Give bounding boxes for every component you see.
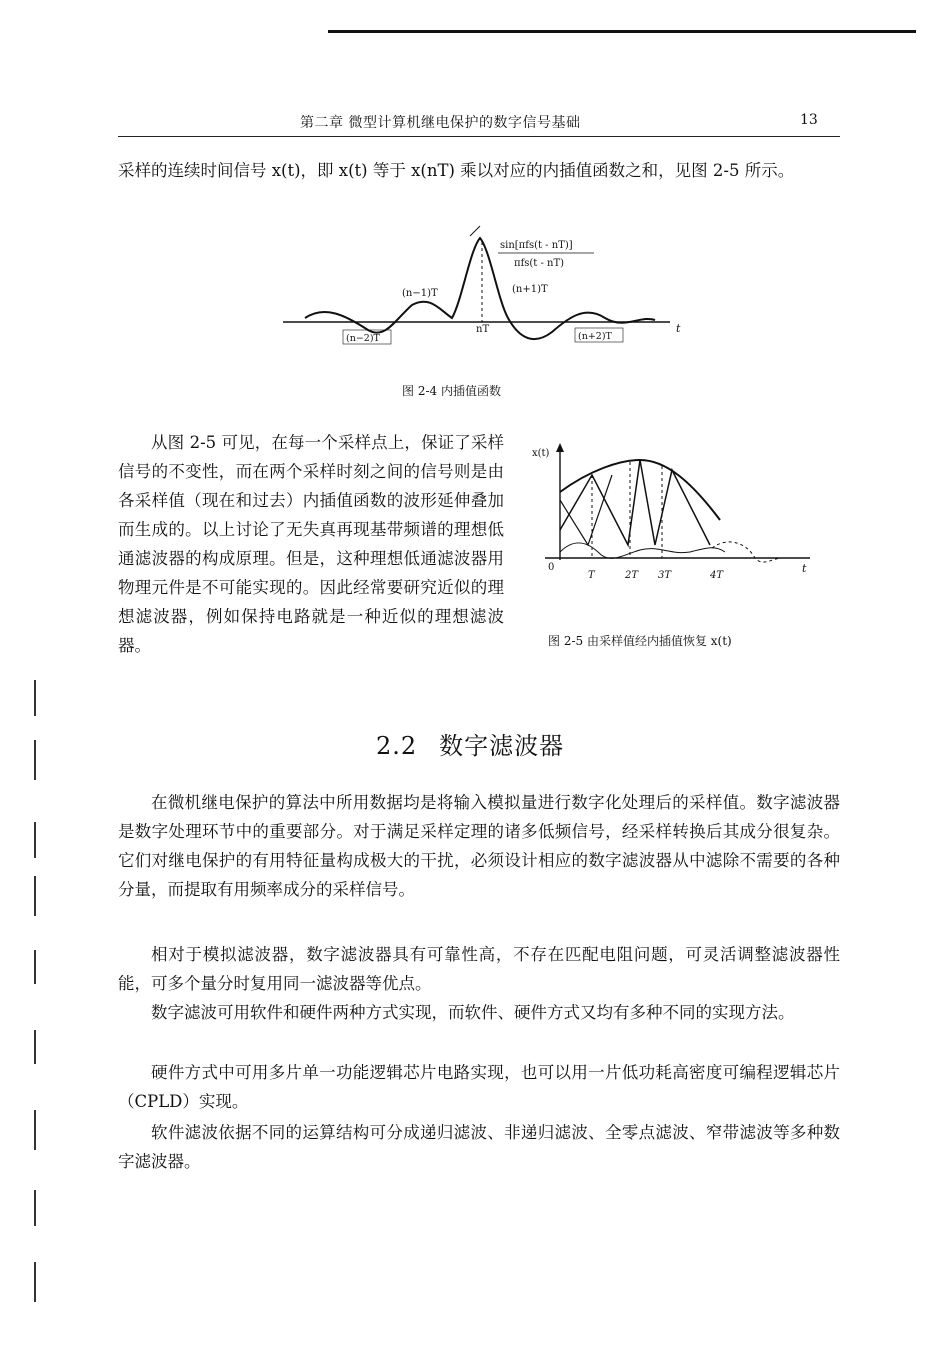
section-heading	[376, 726, 564, 761]
figure-2-4-caption: 图 2-4 内插值函数	[402, 384, 501, 398]
running-head: 第二章 微型计算机继电保护的数字信号基础	[300, 115, 581, 131]
fig24-label-n-minus-1: (n−1)T	[402, 288, 438, 299]
section-number: 2.2	[376, 732, 418, 760]
intro-paragraph: 采样的连续时间信号 x(t)，即 x(t) 等于 x(nT) 乘以对应的内插值函数之和，见图 2-5 所示。	[118, 161, 795, 180]
fig25-tick-3T: 3T	[658, 570, 672, 581]
paragraph-5: 软件滤波依据不同的运算结构可分成递归滤波、非递归滤波、全零点滤波、窄带滤波等多种数字滤波器。	[118, 1123, 840, 1171]
margin-bar	[34, 822, 36, 858]
page-number: 13	[800, 112, 818, 128]
paragraph-3: 数字滤波可用软件和硬件两种方式实现，而软件、硬件方式又均有多种不同的实现方法。	[151, 1003, 795, 1022]
fig25-tick-2T: 2T	[625, 570, 639, 581]
fig24-label-n-minus-2: (n−2)T	[346, 333, 380, 344]
section-title: 数字滤波器	[439, 732, 565, 760]
fig25-origin: 0	[548, 562, 555, 573]
fig24-t-label: t	[676, 322, 681, 335]
fig25-y-label: x(t)	[532, 448, 550, 459]
margin-bar	[34, 1030, 36, 1064]
fig25-tick-4T: 4T	[710, 570, 724, 581]
margin-bar	[34, 680, 36, 716]
fig24-label-n-plus-2: (n+2)T	[578, 331, 612, 342]
margin-bar	[34, 1190, 36, 1226]
fig24-label-n: nT	[476, 324, 490, 335]
paragraph-1: 在微机继电保护的算法中所用数据均是将输入模拟量进行数字化处理后的采样值。数字滤波器是数字处理环节中的重要部分。对于满足采样定理的诸多低频信号，经采样转换后其成分很复杂。它们对继电保护的有用特征量构成极大的干扰，必须设计相应的数字滤波器从中滤除不需要的各种分量，而提取有用频率成分的采样信号。	[118, 793, 840, 899]
fig25-paragraph: 从图 2-5 可见，在每一个采样点上，保证了采样信号的不变性，而在两个采样时刻之间的信号则是由各采样值（现在和过去）内插值函数的波形延伸叠加而生成的。以上讨论了无失真再现基带频谱的理想低通滤波器的构成原理。但是，这种理想低通滤波器用物理元件是不可能实现的。因此经常要研究近似的理想滤波器，例如保持电路就是一种近似的理想滤波器。	[118, 433, 504, 655]
paragraph-4: 硬件方式中可用多片单一功能逻辑芯片电路实现，也可以用一片低功耗高密度可编程逻辑芯片（CPLD）实现。	[118, 1063, 840, 1111]
fig25-tick-T: T	[588, 570, 595, 581]
figure-2-5-caption: 图 2-5 由采样值经内插值恢复 x(t)	[548, 634, 732, 648]
fig24-formula-numerator: sin[πfs(t - nT)]	[500, 240, 573, 251]
margin-bar	[34, 950, 36, 984]
margin-bar	[34, 876, 36, 916]
paragraph-2: 相对于模拟滤波器，数字滤波器具有可靠性高，不存在匹配电阻问题，可灵活调整滤波器性能，可多个量分时复用同一滤波器等优点。	[118, 945, 840, 993]
margin-bar	[34, 740, 36, 780]
margin-bar	[34, 1262, 36, 1302]
fig24-formula-denominator: πfs(t - nT)	[514, 258, 565, 269]
margin-bar	[34, 1110, 36, 1150]
fig25-t-label: t	[802, 562, 807, 575]
fig24-label-n-plus-1: (n+1)T	[512, 284, 548, 295]
